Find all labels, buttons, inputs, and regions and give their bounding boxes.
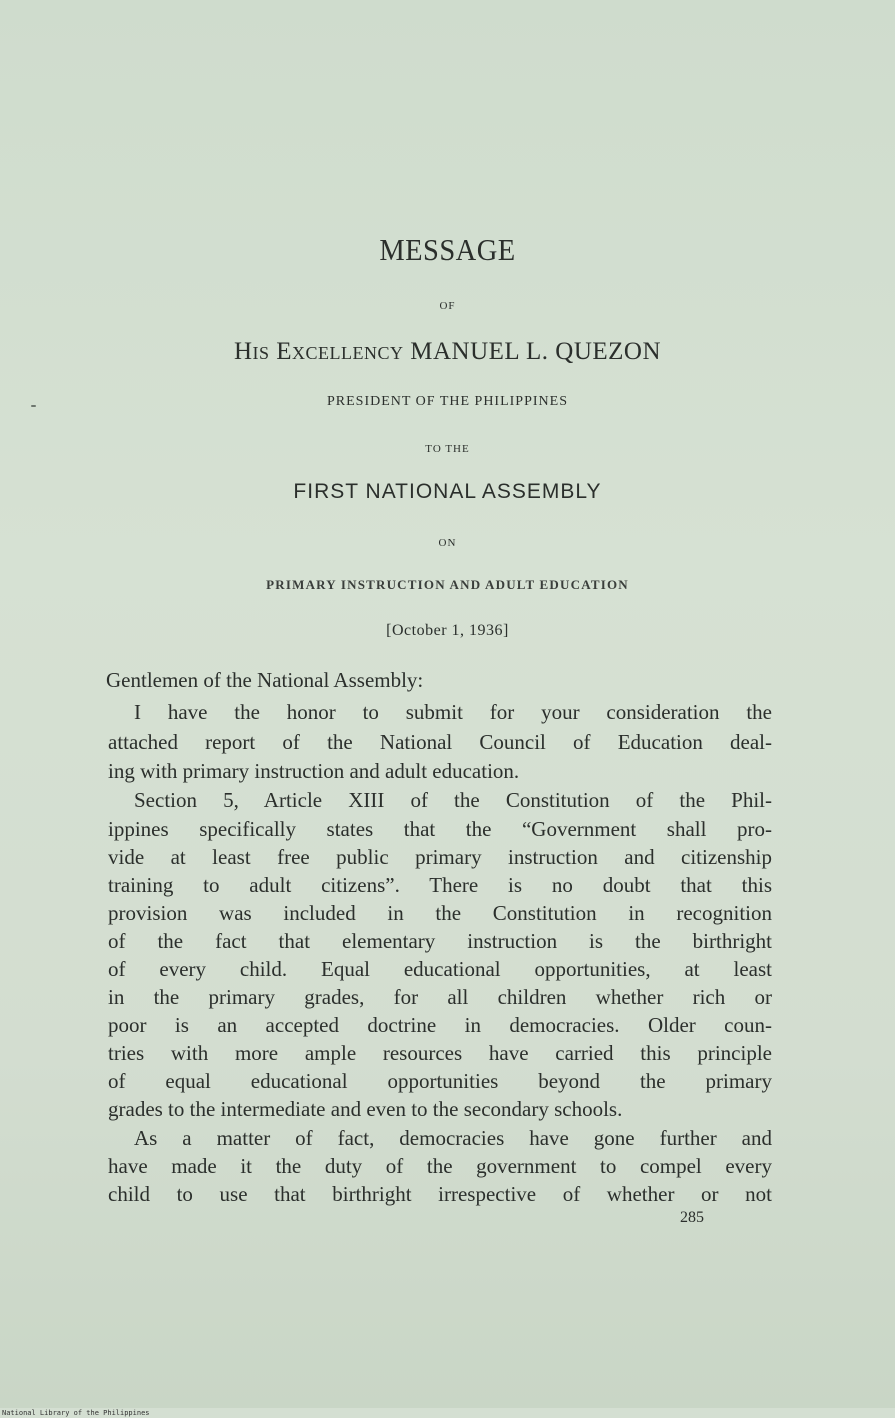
- scan-speck: [31, 405, 36, 407]
- to-the-label: TO THE: [425, 443, 470, 455]
- body-line: of the fact that elementary instruction is the birthright: [108, 929, 772, 953]
- body-line: poor is an accepted doctrine in democracies. Older coun-: [108, 1013, 772, 1037]
- body-line: ippines specifically states that the “Government shall pro-: [108, 817, 772, 841]
- recipient-assembly: FIRST NATIONAL ASSEMBLY: [293, 480, 602, 503]
- body-line: I have the honor to submit for your consideration the: [134, 700, 772, 724]
- on-label: ON: [438, 537, 457, 549]
- body-line: have made it the duty of the government to compel every: [108, 1154, 772, 1178]
- body-line: ing with primary instruction and adult education.: [108, 759, 520, 783]
- body-line: grades to the intermediate and even to the secondary schools.: [108, 1097, 623, 1121]
- author-name: His Excellency MANUEL L. QUEZON: [233, 338, 662, 365]
- body-line: provision was included in the Constitution in recognition: [108, 901, 772, 925]
- body-line: tries with more ample resources have carried this principle: [108, 1041, 772, 1065]
- body-line: in the primary grades, for all children whether rich or: [108, 985, 772, 1009]
- body-line: training to adult citizens”. There is no doubt that this: [108, 873, 772, 897]
- body-line: As a matter of fact, democracies have gone further and: [134, 1126, 772, 1150]
- message-date: [October 1, 1936]: [386, 622, 509, 639]
- body-line: of equal educational opportunities beyond the primary: [108, 1069, 772, 1093]
- body-line: attached report of the National Council of Education deal-: [108, 730, 772, 754]
- author-position: PRESIDENT OF THE PHILIPPINES: [326, 394, 568, 409]
- body-line: of every child. Equal educational opportunities, at least: [108, 957, 772, 981]
- library-footer: National Library of the Philippines: [2, 1409, 150, 1417]
- document-title: MESSAGE: [379, 232, 516, 267]
- body-line: vide at least free public primary instruction and citizenship: [108, 845, 772, 869]
- body-line: Section 5, Article XIII of the Constitution of the Phil-: [134, 788, 772, 812]
- body-line: child to use that birthright irrespective of whether or not: [108, 1182, 772, 1206]
- salutation: Gentlemen of the National Assembly:: [106, 668, 424, 692]
- page-number: 285: [680, 1209, 704, 1226]
- of-label: OF: [439, 300, 456, 312]
- message-subject: PRIMARY INSTRUCTION AND ADULT EDUCATION: [266, 577, 629, 592]
